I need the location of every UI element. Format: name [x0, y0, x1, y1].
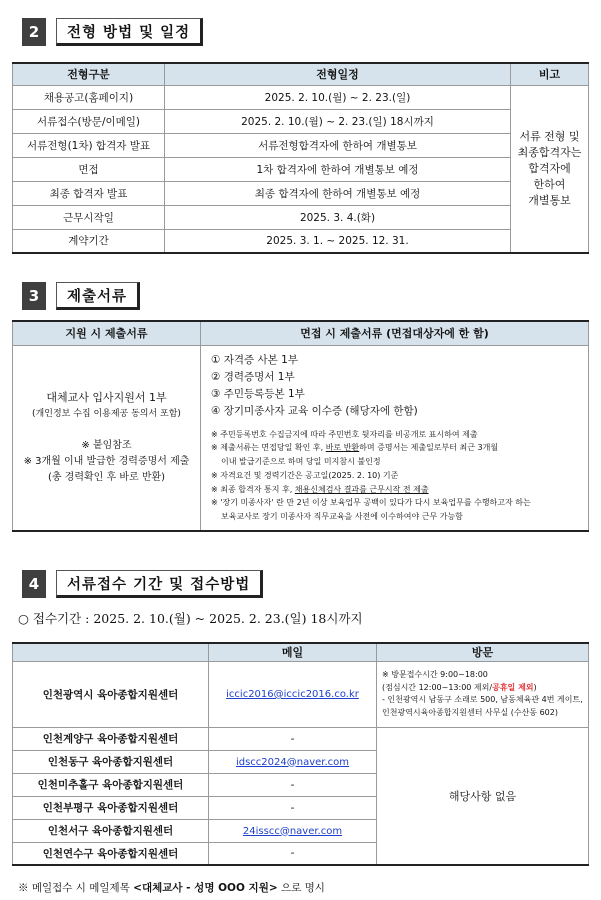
section-3-header [22, 282, 140, 310]
column-header: 메일 [209, 643, 377, 661]
visit-line: ※ 방문접수시간 9:00~18:00 [382, 670, 488, 679]
remark-line: 서류 전형 및 [519, 129, 580, 143]
doc-line: 대체교사 입사지원서 1부 [46, 390, 167, 404]
doc-item: ② 경력증명서 1부 [211, 370, 295, 383]
column-header: 전형일정 [165, 63, 511, 85]
note-text: 하며 증명서는 제출일로부터 최근 3개월 [359, 443, 499, 453]
remark-cell [511, 85, 589, 253]
remark-line: 합격자에 [528, 161, 571, 175]
visit-text: ) [533, 682, 537, 692]
remark-line: 개별통보 [528, 193, 571, 207]
email-link[interactable]: iccic2016@iccic2016.co.kr [226, 689, 359, 700]
doc-line: (총 경력확인 후 바로 반환) [47, 471, 166, 483]
schedule-table [12, 62, 589, 254]
note-text: ※ 최종 합격자 통지 후, [211, 484, 295, 494]
doc-line: ※ 3개월 이내 발급한 경력증명서 제출 [23, 455, 190, 467]
center-name: 인천미추홀구 육아종합지원센터 [13, 773, 209, 796]
note-text: ※ 제출서류는 면접당일 확인 후, [211, 443, 326, 453]
center-name: 인천연수구 육아종합지원센터 [13, 842, 209, 865]
doc-item: ④ 장기미종사자 교육 이수증 (해당자에 한함) [211, 404, 418, 417]
stage-cell: 계약기간 [13, 229, 165, 253]
schedule-cell: 2025. 3. 1. ~ 2025. 12. 31. [165, 229, 511, 253]
note-line [211, 441, 578, 455]
mail-cell: - [209, 842, 377, 865]
center-name: 인천광역시 육아종합지원센터 [13, 661, 209, 727]
section-number: 4 [22, 570, 46, 598]
column-header: 면접 시 제출서류 (면접대상자에 한 함) [201, 321, 589, 345]
column-header: 지원 시 제출서류 [13, 321, 201, 345]
mail-cell: - [209, 796, 377, 819]
footer-subject-format: <대체교사 - 성명 OOO 지원> [133, 882, 278, 894]
note-line [211, 483, 578, 497]
stage-cell: 면접 [13, 157, 165, 181]
section-2-header [22, 18, 203, 46]
stage-cell: 서류접수(방문/이메일) [13, 109, 165, 133]
visit-line: - 인천광역시 남동구 소래로 500, 남동체육관 4번 게이트, [382, 695, 583, 704]
center-name: 인천계양구 육아종합지원센터 [13, 727, 209, 750]
remark-line: 최종합격자는 [517, 145, 582, 159]
holiday-note: 공휴일 제외 [492, 682, 534, 692]
section-title: 제출서류 [56, 282, 140, 310]
stage-cell: 근무시작일 [13, 205, 165, 229]
visit-text: (점심시간 12:00~13:00 제외/ [382, 682, 493, 692]
stage-cell: 채용공고(홈페이지) [13, 85, 165, 109]
mail-subject-note [18, 880, 325, 895]
section-number: 3 [22, 282, 46, 310]
doc-line: (개인정보 수집 이용제공 동의서 포함) [32, 408, 181, 419]
note-underlined: 바로 반환 [325, 443, 360, 453]
visit-line: 인천광역시육아종합지원센터 사무실 (수산동 602) [382, 707, 558, 717]
note-line: 보육교사로 장기 미종사자 직무교육을 사전에 이수하여야 근무 가능함 [221, 512, 463, 522]
remark-line: 한하여 [533, 177, 566, 191]
note-line: ※ 자격요건 및 경력기간은 공고일(2025. 2. 10) 기준 [211, 470, 399, 480]
center-name: 인천부평구 육아종합지원센터 [13, 796, 209, 819]
footer-text: 으로 명시 [277, 882, 325, 894]
visit-none-cell: 해당사항 없음 [377, 727, 589, 865]
schedule-cell: 2025. 2. 10.(월) ~ 2. 23.(일) [165, 85, 511, 109]
mail-cell [209, 661, 377, 727]
column-header [13, 643, 209, 661]
stage-cell: 서류전형(1차) 합격자 발표 [13, 133, 165, 157]
documents-table [12, 320, 589, 532]
column-header: 비고 [511, 63, 589, 85]
schedule-cell: 최종 합격자에 한하여 개별통보 예정 [165, 181, 511, 205]
mail-cell: - [209, 727, 377, 750]
column-header: 방문 [377, 643, 589, 661]
stage-cell: 최종 합격자 발표 [13, 181, 165, 205]
column-header: 전형구분 [13, 63, 165, 85]
schedule-cell: 1차 합격자에 한하여 개별통보 예정 [165, 157, 511, 181]
email-link[interactable]: 24isscc@naver.com [242, 825, 343, 837]
footer-text: ※ 메일접수 시 메일제목 [18, 882, 134, 894]
doc-line: ※ 붙임참조 [81, 439, 132, 451]
mail-cell [209, 750, 377, 773]
submission-period: ○ 접수기간 : 2025. 2. 10.(월) ~ 2025. 2. 23.(일) 18시까지 [18, 611, 363, 626]
mail-cell: - [209, 773, 377, 796]
visit-info-cell [377, 661, 589, 727]
note-line: ※ 주민등록번호 수집금지에 따라 주민번호 뒷자리를 비공개로 표시하여 제출 [211, 429, 478, 439]
note-line: 이내 발급기준으로 하며 당일 미지참시 불인정 [221, 457, 381, 467]
interview-docs-cell [201, 345, 589, 531]
mail-cell [209, 819, 377, 842]
note-line: ※ '장기 미종사자' 란 만 2년 이상 보육업무 공백이 있다가 다시 보육업무를 수행하고자 하는 [211, 498, 531, 508]
schedule-cell: 2025. 3. 4.(화) [165, 205, 511, 229]
center-name: 인천동구 육아종합지원센터 [13, 750, 209, 773]
email-link[interactable]: idscc2024@naver.com [235, 756, 350, 768]
section-title: 전형 방법 및 일정 [56, 18, 203, 46]
doc-item: ① 자격증 사본 1부 [211, 353, 298, 366]
section-4-header [22, 570, 263, 598]
schedule-cell: 서류전형합격자에 한하여 개별통보 [165, 133, 511, 157]
schedule-cell: 2025. 2. 10.(월) ~ 2. 23.(일) 18시까지 [165, 109, 511, 133]
application-docs-cell [13, 345, 201, 531]
note-underlined: 채용신체검사 결과를 근무시작 전 제출 [294, 484, 429, 494]
submission-table [12, 642, 589, 866]
center-name: 인천서구 육아종합지원센터 [13, 819, 209, 842]
section-title: 서류접수 기간 및 접수방법 [56, 570, 263, 598]
doc-item: ③ 주민등록등본 1부 [211, 387, 305, 400]
section-number: 2 [22, 18, 46, 46]
visit-line [382, 682, 583, 695]
